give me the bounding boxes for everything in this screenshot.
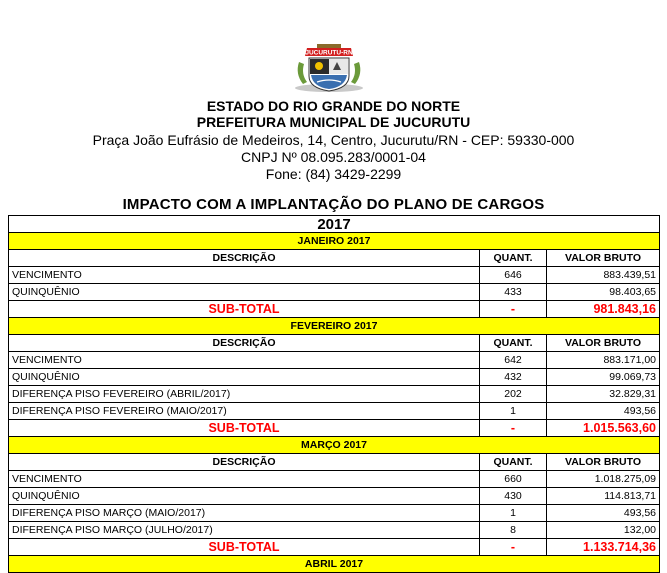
phone-line: Fone: (84) 3429-2299 — [265, 166, 402, 182]
table-row — [9, 369, 660, 386]
column-header-quant: QUANT. — [480, 335, 547, 352]
year-heading: 2017 — [9, 216, 660, 233]
row-quantity: 8 — [480, 522, 547, 539]
month-row — [9, 437, 660, 454]
column-header-descricao: DESCRIÇÃO — [9, 250, 480, 267]
row-value: 132,00 — [547, 522, 660, 539]
row-quantity: 642 — [480, 352, 547, 369]
row-description: QUINQUÊNIO — [9, 284, 480, 301]
row-quantity: 1 — [480, 505, 547, 522]
row-quantity: 202 — [480, 386, 547, 403]
row-description: DIFERENÇA PISO MARÇO (MAIO/2017) — [9, 505, 480, 522]
table-row — [9, 403, 660, 420]
column-header-row — [9, 335, 660, 352]
document-title: IMPACTO COM A IMPLANTAÇÃO DO PLANO DE CARGOS — [122, 196, 545, 213]
row-quantity: 660 — [480, 471, 547, 488]
subtotal-row — [9, 539, 660, 556]
row-value: 883.439,51 — [547, 267, 660, 284]
plan-impact-table — [8, 215, 660, 573]
month-row — [9, 318, 660, 335]
month-label: FEVEREIRO 2017 — [9, 318, 660, 335]
row-description: VENCIMENTO — [9, 267, 480, 284]
row-value: 114.813,71 — [547, 488, 660, 505]
subtotal-value: 981.843,16 — [547, 301, 660, 318]
crest-banner-text: JUCURUTU-RN — [305, 49, 353, 57]
row-description: DIFERENÇA PISO MARÇO (JULHO/2017) — [9, 522, 480, 539]
column-header-valor: VALOR BRUTO — [547, 454, 660, 471]
coat-of-arms-icon — [293, 44, 365, 94]
row-description: QUINQUÊNIO — [9, 369, 480, 386]
column-header-row — [9, 454, 660, 471]
row-value: 883.171,00 — [547, 352, 660, 369]
prefeitura-heading: PREFEITURA MUNICIPAL DE JUCURUTU — [196, 114, 471, 130]
row-description: DIFERENÇA PISO FEVEREIRO (ABRIL/2017) — [9, 386, 480, 403]
row-quantity: 430 — [480, 488, 547, 505]
table-row — [9, 488, 660, 505]
address-line: Praça João Eufrásio de Medeiros, 14, Centro, Jucurutu/RN - CEP: 59330-000 — [92, 132, 575, 148]
column-header-quant: QUANT. — [480, 250, 547, 267]
row-quantity: 432 — [480, 369, 547, 386]
subtotal-label: SUB-TOTAL — [9, 539, 480, 556]
column-header-valor: VALOR BRUTO — [547, 250, 660, 267]
column-header-row — [9, 250, 660, 267]
subtotal-value: 1.133.714,36 — [547, 539, 660, 556]
row-value: 493,56 — [547, 505, 660, 522]
month-label: JANEIRO 2017 — [9, 233, 660, 250]
row-quantity: 1 — [480, 403, 547, 420]
row-quantity: 646 — [480, 267, 547, 284]
row-description: QUINQUÊNIO — [9, 488, 480, 505]
subtotal-label: SUB-TOTAL — [9, 420, 480, 437]
cnpj-line: CNPJ Nº 08.095.283/0001-04 — [241, 149, 426, 165]
column-header-descricao: DESCRIÇÃO — [9, 454, 480, 471]
month-label: MARÇO 2017 — [9, 437, 660, 454]
table-row — [9, 386, 660, 403]
table-row — [9, 267, 660, 284]
row-value: 99.069,73 — [547, 369, 660, 386]
subtotal-row — [9, 420, 660, 437]
column-header-valor: VALOR BRUTO — [547, 335, 660, 352]
subtotal-label: SUB-TOTAL — [9, 301, 480, 318]
row-description: DIFERENÇA PISO FEVEREIRO (MAIO/2017) — [9, 403, 480, 420]
table-row — [9, 471, 660, 488]
subtotal-quantity: - — [480, 539, 547, 556]
subtotal-quantity: - — [480, 301, 547, 318]
row-value: 493,56 — [547, 403, 660, 420]
row-quantity: 433 — [480, 284, 547, 301]
column-header-descricao: DESCRIÇÃO — [9, 335, 480, 352]
month-label: ABRIL 2017 — [9, 556, 660, 573]
subtotal-value: 1.015.563,60 — [547, 420, 660, 437]
row-value: 1.018.275,09 — [547, 471, 660, 488]
subtotal-row — [9, 301, 660, 318]
row-description: VENCIMENTO — [9, 471, 480, 488]
table-row — [9, 352, 660, 369]
column-header-quant: QUANT. — [480, 454, 547, 471]
row-description: VENCIMENTO — [9, 352, 480, 369]
month-row — [9, 556, 660, 573]
table-row — [9, 284, 660, 301]
row-value: 32.829,31 — [547, 386, 660, 403]
row-value: 98.403,65 — [547, 284, 660, 301]
state-heading: ESTADO DO RIO GRANDE DO NORTE — [206, 98, 461, 114]
table-row — [9, 522, 660, 539]
month-row — [9, 233, 660, 250]
table-row — [9, 505, 660, 522]
subtotal-quantity: - — [480, 420, 547, 437]
